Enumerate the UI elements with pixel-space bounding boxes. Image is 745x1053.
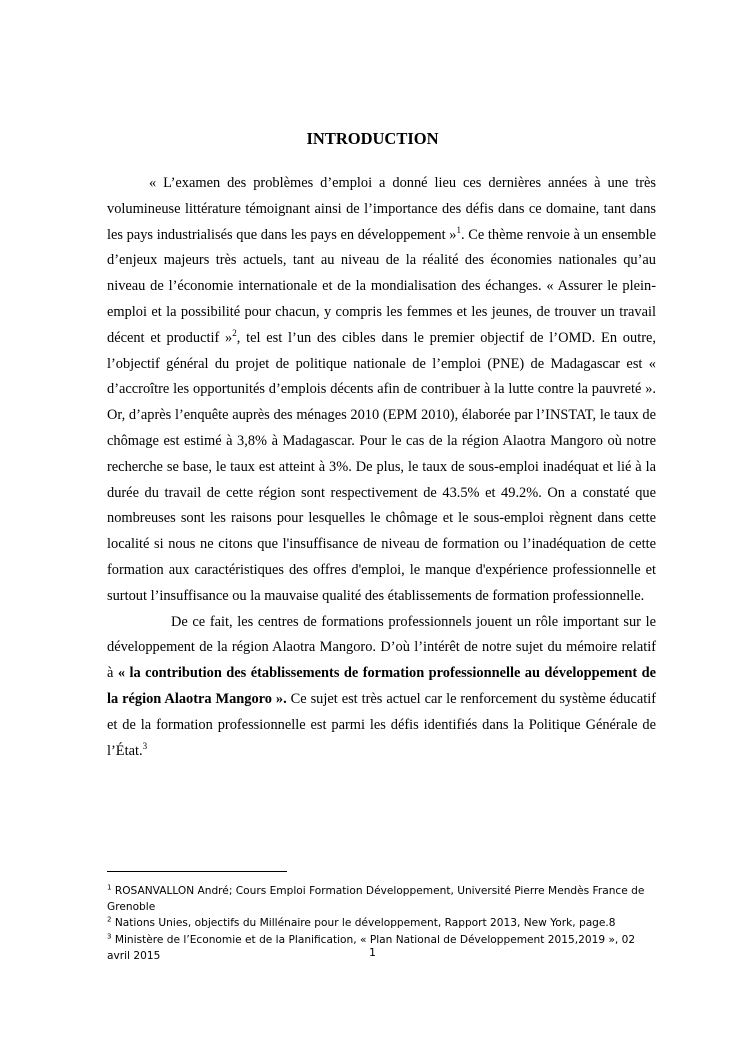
paragraph-1-text-a: « L’examen des problèmes d’emploi a donné lieu ces dernières années à une très volumineuse littérature témoignant ainsi de l’importance des défis dans ce domaine, tant dans les pays industrialisés que dans les pays en développement » — [107, 175, 656, 243]
footnote-2-text: Nations Unies, objectifs du Millénaire pour le développement, Rapport 2013, New York, page.8 — [111, 917, 616, 930]
footnote-3-text: Ministère de l’Economie et de la Planification, « Plan National de Développement 2015,2019 », 02 avril 2015 — [107, 933, 636, 962]
footnote-1-text: ROSANVALLON André; Cours Emploi Formation Développement, Université Pierre Mendès France de Grenoble — [107, 885, 645, 914]
footnote-1 — [107, 883, 656, 915]
body-text — [107, 171, 656, 764]
footnote-ref-1: 1 — [456, 224, 461, 235]
footnote-ref-3: 3 — [142, 740, 148, 751]
thesis-subject-bold: « la contribution des établissements de formation professionnelle au développement de la région Alaotra Mangoro ». — [107, 665, 656, 707]
footnote-ref-2: 2 — [232, 327, 237, 338]
paragraph-1-text-b: . Ce thème renvoie à un ensemble d’enjeux majeurs très actuels, tant au niveau de la réalité des économies nationales qu’au niveau de l’économie internationale et de la mondialisation des échanges. « Assurer le plein-emploi et la possibilité pour chacun, y compris les femmes et les jeunes, de trouver un travail décent et productif » — [107, 226, 656, 346]
page-number: 1 — [369, 946, 376, 959]
footnote-3-number: 3 — [107, 932, 112, 941]
paragraph-2-text-a: De ce fait, les centres de formations professionnels jouent un rôle important sur le développement de la région Alaotra Mangoro. D’où l’intérêt de notre sujet du mémoire relatif à — [107, 613, 656, 682]
paragraph-2 — [107, 610, 656, 765]
paragraph-2-text-b: Ce sujet est très actuel car le renforcement du système éducatif et de la formation professionnelle est parmi les défis identifiés dans la Politique Générale de l’État. — [107, 690, 656, 759]
page-title: INTRODUCTION — [306, 129, 439, 148]
footnote-2-number: 2 — [107, 915, 112, 924]
paragraph-1 — [107, 171, 656, 610]
footnote-separator — [107, 871, 287, 872]
footnote-1-number: 1 — [107, 883, 112, 892]
footnote-2 — [107, 915, 656, 931]
paragraph-1-text-c: , tel est l’un des cibles dans le premier objectif de l’OMD. En outre, l’objectif général du projet de politique nationale de l’emploi (PNE) de Madagascar est « d’accroître les opportunités d’emplois décents afin de contribuer à la lutte contre la pauvreté ». Or, d’après l’enquête auprès des ménages 2010 (EPM 2010), élaborée par l’INSTAT, le taux de chômage est estimé à 3,8% à Madagascar. Pour le cas de la région Alaotra Mangoro où notre recherche se base, le taux est atteint à 3%. De plus, le taux de sous-emploi inadéquat et lié à la durée du travail de cette région sont respectivement de 43.5% et 49.2%. On a constaté que nombreuses sont les raisons pour lesquelles le chômage et le sous-emploi règnent dans cette localité si nous ne citons que l'insuffisance de niveau de formation ou l’inadéquation de cette formation aux caractéristiques des offres d'emploi, le manque d'expérience professionnelle et surtout l’insuffisance ou la mauvaise qualité des établissements de formation professionnelle. — [107, 329, 656, 604]
